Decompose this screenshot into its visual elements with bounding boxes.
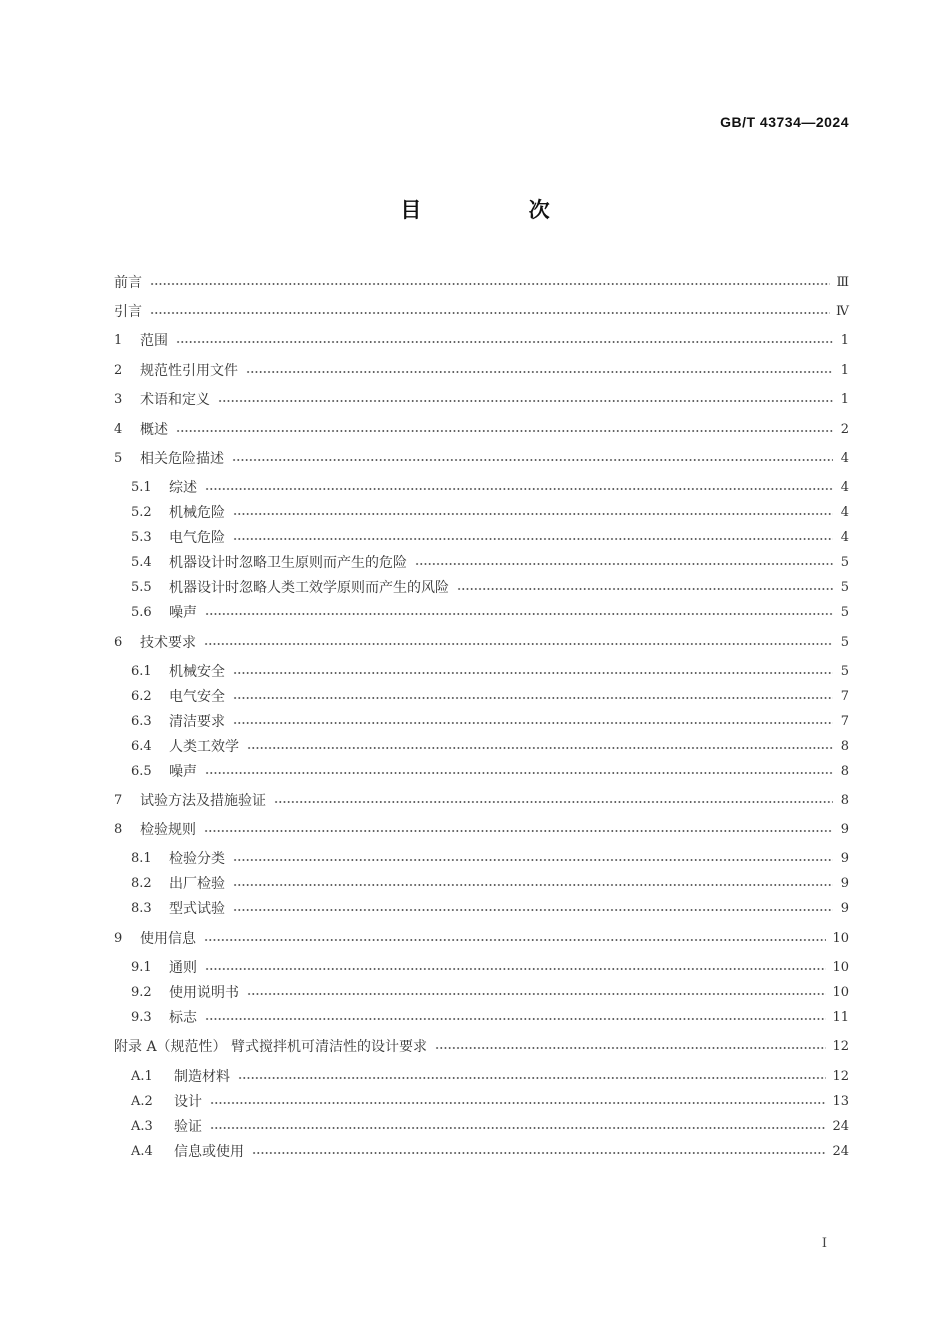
toc-entry[interactable] <box>114 329 849 351</box>
toc-entry-label: 电气危险 <box>169 530 225 546</box>
toc-entry-label: 标志 <box>169 1010 197 1026</box>
toc-entry-number: 7 <box>114 792 123 808</box>
toc-entry-page: 9 <box>840 900 849 916</box>
dot-leader <box>238 1077 826 1079</box>
toc-entry-page: 10 <box>832 959 849 975</box>
dot-leader <box>233 697 833 699</box>
toc-entry-label: 机械危险 <box>169 505 225 521</box>
toc-entry-label: 使用信息 <box>140 931 196 947</box>
dot-leader <box>246 371 833 373</box>
toc-entry-label: 检验规则 <box>140 822 196 838</box>
toc-entry[interactable] <box>114 1035 849 1057</box>
toc-entry-page: 10 <box>832 930 849 946</box>
toc-entry-number: A.3 <box>131 1118 153 1134</box>
dot-leader <box>233 722 833 724</box>
toc-entry-number: A.4 <box>131 1143 153 1159</box>
dot-leader <box>204 939 826 941</box>
toc-entry-label: 范围 <box>140 333 168 349</box>
toc-entry-page: 12 <box>832 1038 849 1054</box>
dot-leader <box>205 1018 826 1020</box>
dot-leader <box>210 1102 826 1104</box>
toc-entry-label: 引言 <box>114 304 142 320</box>
toc-entry-label: 附录 A（规范性） 臂式搅拌机可清洁性的设计要求 <box>114 1039 428 1055</box>
toc-entry-label: 设计 <box>174 1094 202 1110</box>
dot-leader <box>274 801 833 803</box>
toc-entry-page: 12 <box>832 1068 849 1084</box>
toc-entry[interactable] <box>114 359 849 381</box>
dot-leader <box>233 538 833 540</box>
dot-leader <box>233 884 833 886</box>
toc-entry[interactable] <box>114 789 849 811</box>
toc-entry[interactable] <box>114 927 849 949</box>
toc-entry-number: 9 <box>114 930 123 946</box>
toc-entry-page: 8 <box>840 763 849 779</box>
toc-entry-page: Ⅲ <box>836 274 849 290</box>
toc-entry-page: 5 <box>840 554 849 570</box>
toc-entry-number: A.2 <box>131 1093 153 1109</box>
toc-entry-label: 验证 <box>174 1119 202 1135</box>
dot-leader <box>252 1152 826 1154</box>
toc-entry-number: 8.3 <box>131 900 152 916</box>
toc-entry-page: 7 <box>840 713 849 729</box>
dot-leader <box>176 341 833 343</box>
toc-entry[interactable] <box>114 300 849 322</box>
toc-entry-page: 11 <box>832 1009 849 1025</box>
toc-entry-number: 9.3 <box>131 1009 152 1025</box>
toc-entry-number: 6.2 <box>131 688 152 704</box>
toc-entry[interactable] <box>114 526 849 548</box>
toc-entry[interactable] <box>114 601 849 623</box>
dot-leader <box>205 613 833 615</box>
toc-entry[interactable] <box>114 735 849 757</box>
toc-entry-number: 6.4 <box>131 738 152 754</box>
toc-entry-page: 9 <box>840 821 849 837</box>
dot-leader <box>150 312 830 314</box>
toc-entry-number: 5.1 <box>131 479 152 495</box>
toc-entry[interactable] <box>114 660 849 682</box>
dot-leader <box>415 563 833 565</box>
dot-leader <box>205 488 833 490</box>
toc-entry-label: 电气安全 <box>169 689 225 705</box>
toc-entry-page: 7 <box>840 688 849 704</box>
toc-entry-label: 噪声 <box>169 764 197 780</box>
toc-entry[interactable] <box>114 476 849 498</box>
toc-entry-number: 6.3 <box>131 713 152 729</box>
toc-entry-number: 1 <box>114 332 123 348</box>
toc-entry-page: 4 <box>840 504 849 520</box>
toc-entry-label: 术语和定义 <box>140 392 210 408</box>
dot-leader <box>233 859 833 861</box>
footer-page-number: I <box>821 1236 827 1251</box>
toc-entry[interactable] <box>114 1090 849 1112</box>
toc-entry[interactable] <box>114 956 849 978</box>
toc-entry-page: 1 <box>840 362 849 378</box>
toc-entry[interactable] <box>114 1140 849 1162</box>
page-title: 目 次 <box>400 198 600 222</box>
dot-leader <box>204 830 833 832</box>
toc-entry-page: 4 <box>840 450 849 466</box>
toc-entry-label: 机器设计时忽略人类工效学原则而产生的风险 <box>169 580 449 596</box>
toc-entry-number: 2 <box>114 362 123 378</box>
toc-entry-label: 清洁要求 <box>169 714 225 730</box>
toc-entry-page: 8 <box>840 792 849 808</box>
toc-entry-label: 噪声 <box>169 605 197 621</box>
toc-entry-page: 2 <box>840 421 849 437</box>
toc-entry[interactable] <box>114 710 849 732</box>
toc-entry[interactable] <box>114 818 849 840</box>
dot-leader <box>150 283 830 285</box>
toc-entry-page: 1 <box>840 332 849 348</box>
toc-entry[interactable] <box>114 897 849 919</box>
toc-entry-label: 概述 <box>140 422 168 438</box>
toc-entry-number: 5.3 <box>131 529 152 545</box>
toc-entry-number: 5 <box>114 450 123 466</box>
dot-leader <box>205 772 833 774</box>
toc-entry[interactable] <box>114 418 849 440</box>
toc-entry[interactable] <box>114 631 849 653</box>
dot-leader <box>435 1047 826 1049</box>
toc-entry[interactable] <box>114 872 849 894</box>
toc-entry-page: 24 <box>832 1118 849 1134</box>
toc-entry[interactable] <box>114 981 849 1003</box>
toc-entry[interactable] <box>114 1115 849 1137</box>
toc-entry-label: 综述 <box>169 480 197 496</box>
toc-entry-number: 9.2 <box>131 984 152 1000</box>
toc-entry-number: 5.5 <box>131 579 152 595</box>
toc-entry-label: 机器设计时忽略卫生原则而产生的危险 <box>169 555 407 571</box>
dot-leader <box>232 459 833 461</box>
toc-entry-label: 机械安全 <box>169 664 225 680</box>
toc-entry-page: 9 <box>840 850 849 866</box>
toc-entry-number: 5.2 <box>131 504 152 520</box>
standard-number: GB/T 43734—2024 <box>720 114 849 130</box>
dot-leader <box>204 643 833 645</box>
toc-entry[interactable] <box>114 271 849 293</box>
toc-entry-page: 8 <box>840 738 849 754</box>
toc-entry-page: Ⅳ <box>836 303 849 319</box>
dot-leader <box>176 430 833 432</box>
toc-entry-number: 5.6 <box>131 604 152 620</box>
dot-leader <box>233 909 833 911</box>
toc-entry-number: 6.5 <box>131 763 152 779</box>
toc-entry-number: 8 <box>114 821 123 837</box>
dot-leader <box>205 968 826 970</box>
toc-entry-page: 5 <box>840 604 849 620</box>
toc-entry-number: 6 <box>114 634 123 650</box>
toc-entry-page: 4 <box>840 529 849 545</box>
toc-entry-number: 8.1 <box>131 850 152 866</box>
toc-entry-page: 24 <box>832 1143 849 1159</box>
dot-leader <box>210 1127 826 1129</box>
toc-entry-label: 型式试验 <box>169 901 225 917</box>
toc-entry[interactable] <box>114 501 849 523</box>
toc-entry-label: 人类工效学 <box>169 739 239 755</box>
toc-entry-page: 13 <box>832 1093 849 1109</box>
toc-entry-label: 技术要求 <box>140 635 196 651</box>
toc-entry-label: 规范性引用文件 <box>140 363 238 379</box>
toc-entry-label: 使用说明书 <box>169 985 239 1001</box>
toc-entry[interactable] <box>114 551 849 573</box>
toc-entry[interactable] <box>114 685 849 707</box>
dot-leader <box>233 513 833 515</box>
toc-entry-number: 6.1 <box>131 663 152 679</box>
toc-entry[interactable] <box>114 1065 849 1087</box>
toc-entry-page: 5 <box>840 634 849 650</box>
toc-entry-label: 制造材料 <box>174 1069 230 1085</box>
toc-entry[interactable] <box>114 388 849 410</box>
toc-entry-label: 相关危险描述 <box>140 451 224 467</box>
toc-entry[interactable] <box>114 847 849 869</box>
dot-leader <box>247 993 826 995</box>
toc-entry[interactable] <box>114 1006 849 1028</box>
dot-leader <box>218 400 833 402</box>
toc-entry-label: 试验方法及措施验证 <box>140 793 266 809</box>
toc-entry-page: 5 <box>840 579 849 595</box>
toc-entry-number: A.1 <box>131 1068 153 1084</box>
toc-entry-page: 5 <box>840 663 849 679</box>
toc-entry-number: 8.2 <box>131 875 152 891</box>
toc-entry[interactable] <box>114 760 849 782</box>
toc-entry-page: 1 <box>840 391 849 407</box>
toc-entry-page: 4 <box>840 479 849 495</box>
toc-entry-number: 9.1 <box>131 959 152 975</box>
toc-entry-page: 9 <box>840 875 849 891</box>
toc-entry-number: 3 <box>114 391 123 407</box>
dot-leader <box>247 747 833 749</box>
dot-leader <box>233 672 833 674</box>
toc-entry-label: 前言 <box>114 275 142 291</box>
toc-entry-page: 10 <box>832 984 849 1000</box>
toc-entry[interactable] <box>114 447 849 469</box>
toc-entry-label: 通则 <box>169 960 197 976</box>
toc-entry-number: 5.4 <box>131 554 152 570</box>
toc-entry-number: 4 <box>114 421 123 437</box>
toc-entry-label: 出厂检验 <box>169 876 225 892</box>
toc-entry-label: 检验分类 <box>169 851 225 867</box>
toc-entry-label: 信息或使用 <box>174 1144 244 1160</box>
toc-entry[interactable] <box>114 576 849 598</box>
dot-leader <box>457 588 833 590</box>
